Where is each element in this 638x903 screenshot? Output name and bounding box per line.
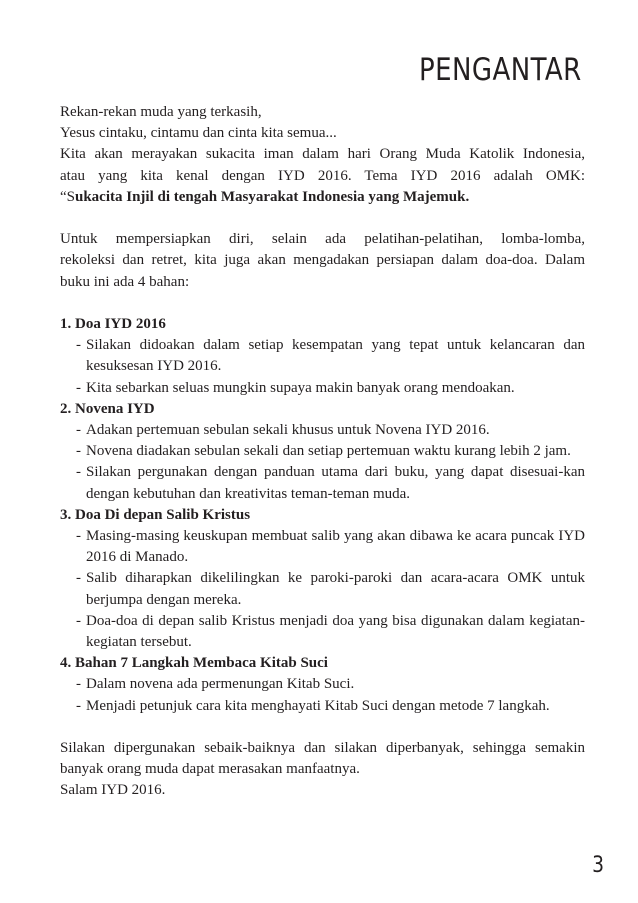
section-title: 1. Doa IYD 2016 [60,316,166,332]
section-kitab-suci [60,653,585,717]
list-item-text: Salib diharapkan dikelilingkan ke paroki-paroki dan acara-acara OMK untuk berjumpa dengan mereka. [86,570,585,608]
theme-line [60,187,585,208]
closing-line: Silakan dipergunakan sebaik-baiknya dan silakan diperbanyak, sehingga semakin [60,740,585,757]
intro-line: Yesus cintaku, cintamu dan cinta kita semua... [60,125,337,142]
theme-text: ukacita Injil di tengah Masyarakat Indonesia yang Majemuk. [75,188,470,205]
list-item: - Adakan pertemuan sebulan sekali khusus untuk Novena IYD 2016. [60,420,585,441]
section-title: 2. Novena IYD [60,400,155,417]
list-item: - Doa-doa di depan salib Kristus menjadi doa yang bisa digunakan dalam kegiatan-kegiatan tersebut. [60,611,585,653]
section-doa-salib [60,505,585,653]
prep-line: buku ini ada 4 bahan: [60,273,190,290]
list-item: - Menjadi petunjuk cara kita menghayati Kitab Suci dengan metode 7 langkah. [60,696,585,717]
list-item: - Salib diharapkan dikelilingkan ke paroki-paroki dan acara-acara OMK untuk berjumpa dengan mereka. [60,568,585,610]
list-item-text: Silakan pergunakan dengan panduan utama dari buku, yang dapat disesuai-kan dengan kebutuhan dan kreativitas teman-teman muda. [86,464,585,502]
list-item-text: Adakan pertemuan sebulan sekali khusus untuk Novena IYD 2016. [86,422,490,439]
page-title: PENGANTAR [419,52,582,88]
greeting-line: Rekan-rekan muda yang terkasih, [60,104,262,120]
list-item-text: Dalam novena ada permenungan Kitab Suci. [86,676,355,693]
list-item-text: Doa-doa di depan salib Kristus menjadi doa yang bisa digunakan dalam kegiatan-kegiatan tersebut. [86,612,585,651]
list-item: - Silakan pergunakan dengan panduan utama dari buku, yang dapat disesuai-kan dengan kebutuhan dan kreativitas teman-teman muda. [60,462,585,504]
list-item-text: Menjadi petunjuk cara kita menghayati Kitab Suci dengan metode 7 langkah. [86,697,550,714]
closing-paragraph [60,738,585,802]
list-item-text: Silakan didoakan dalam setiap kesempatan yang tepat untuk kelancaran dan kesuksesan IYD 2016. [86,337,585,375]
closing-line: banyak orang muda dapat merasakan manfaatnya. [60,761,360,778]
intro-line: atau yang kita kenal dengan IYD 2016. Tema IYD 2016 adalah OMK: [60,167,585,184]
document-body [60,102,585,802]
preparation-paragraph [60,229,585,293]
list-item: - Masing-masing keuskupan membuat salib yang akan dibawa ke acara puncak IYD 2016 di Manado. [60,526,585,568]
intro-line: Kita akan merayakan sukacita iman dalam hari Orang Muda Katolik Indonesia, [60,146,585,163]
list-item: - Silakan didoakan dalam setiap kesempatan yang tepat untuk kelancaran dan kesuksesan IYD 2016. [60,335,585,377]
prep-line: Untuk mempersiapkan diri, selain ada pelatihan-pelatihan, lomba-lomba, [60,231,585,248]
page-number: 3 [592,853,604,878]
list-item: - Dalam novena ada permenungan Kitab Suci. [60,674,585,695]
list-item-text: Kita sebarkan seluas mungkin supaya makin banyak orang mendoakan. [86,379,515,396]
section-novena [60,399,585,505]
theme-quote-open: “S [60,188,75,205]
closing-line: Salam IYD 2016. [60,782,166,799]
section-doa-iyd [60,314,585,399]
list-item-text: Novena diadakan sebulan sekali dan setiap pertemuan waktu kurang lebih 2 jam. [86,443,571,460]
section-title: 4. Bahan 7 Langkah Membaca Kitab Suci [60,655,328,672]
intro-paragraph [60,102,585,208]
list-item-text: Masing-masing keuskupan membuat salib yang akan dibawa ke acara puncak IYD 2016 di Manado. [86,528,585,566]
list-item: - Novena diadakan sebulan sekali dan setiap pertemuan waktu kurang lebih 2 jam. [60,441,585,462]
list-item: - Kita sebarkan seluas mungkin supaya makin banyak orang mendoakan. [60,378,585,399]
section-title: 3. Doa Di depan Salib Kristus [60,506,251,523]
prep-line: rekoleksi dan retret, kita juga akan mengadakan persiapan dalam doa-doa. Dalam [60,252,585,269]
